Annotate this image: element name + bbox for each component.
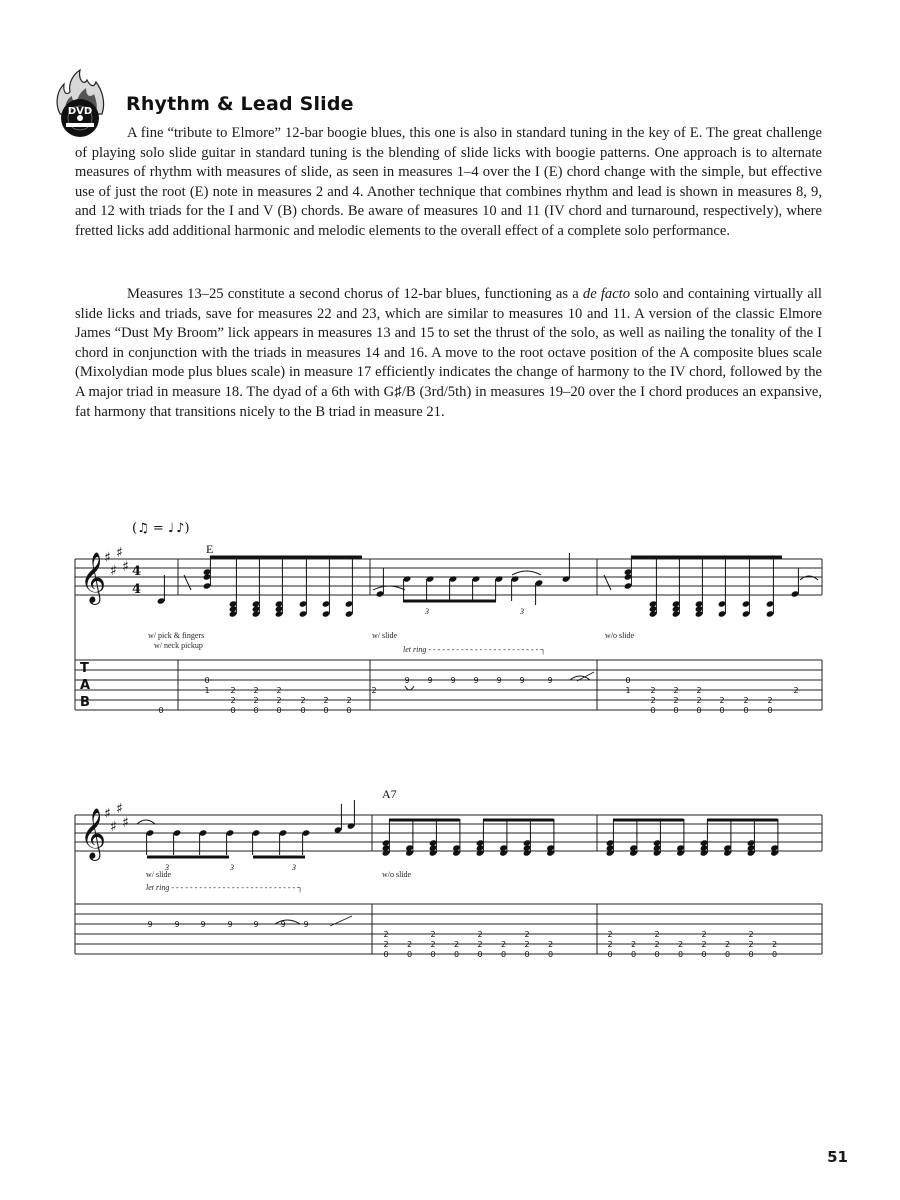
dvd-label: DVD [67, 106, 93, 117]
tab-number: 9 [253, 920, 259, 929]
tab-number: 0 [625, 676, 631, 685]
tab-number: 0 [453, 950, 460, 959]
tab-number: 0 [406, 950, 413, 959]
tab-number: 9 [147, 920, 153, 929]
slur [512, 571, 541, 575]
tab-number: 2 [696, 686, 702, 695]
tab-number: 2 [524, 940, 530, 949]
time-signature [132, 564, 141, 597]
tab-number: 9 [473, 676, 479, 685]
tab-number: 2 [724, 940, 731, 949]
svg-text:♯: ♯ [110, 819, 117, 835]
tab-number: 2 [748, 930, 754, 939]
tab-number: 0 [743, 706, 749, 715]
annotation-wo-slide: w/o slide [605, 631, 635, 640]
triplet-mark: 3 [165, 863, 169, 872]
tab-number: 1 [625, 686, 631, 695]
tab-number: 2 [346, 696, 352, 705]
tab-number: 2 [630, 940, 637, 949]
tab-number: 9 [227, 920, 233, 929]
svg-text:♯: ♯ [104, 806, 111, 822]
svg-text:T: T [80, 661, 89, 676]
tab-number: 9 [404, 676, 410, 685]
tab-number: 2 [253, 696, 259, 705]
system2-key-signature [104, 801, 129, 835]
tab-number: 2 [230, 686, 236, 695]
tab-number: 2 [607, 930, 613, 939]
system2-treble-clef: 𝄞 [80, 808, 107, 859]
swing-indication: (♫ = ♩ ♪) [132, 521, 190, 536]
tab-number: 0 [654, 950, 660, 959]
tab-number: 2 [383, 940, 389, 949]
triplet-mark: 3 [230, 863, 234, 872]
tab-number: 9 [280, 920, 286, 929]
tab-number: 2 [323, 696, 329, 705]
paragraph-run: de facto [582, 286, 631, 302]
tab-number: 0 [430, 950, 436, 959]
tab-number: 0 [724, 950, 731, 959]
tab-number: 9 [547, 676, 553, 685]
paragraph-run: solo and containing virtually all slide licks and triads, save for measures 22 and 23, which are similar to measures 10 and 11. A version of the classic Elmore James “Dust My Broom” lick appears in measures 13 and 15 to set the thrust of the solo, as well as nailing the tonality of the I chord in conjunction with the triads in measures 14 and 16. A move to the root octave position of the A composite blues scale (Mixolydian mode plus blues scale) in measure 17 efficiently indicates the change of harmony to the IV chord, followed by the A major triad in measure 18. The dyad of a 6th with G♯/B (3rd/5th) in measures 19–20 over the I chord produces an expansive, fat harmony that transitions nicely to the B triad in measure 21. [75, 286, 822, 420]
tab-number: 2 [767, 696, 773, 705]
tab-number: 2 [276, 686, 282, 695]
tab-number: 0 [673, 706, 679, 715]
tab-number: 0 [253, 706, 259, 715]
svg-text:4: 4 [132, 564, 142, 579]
tab-number: 2 [500, 940, 507, 949]
tab-number: 9 [519, 676, 525, 685]
tab-number: 2 [430, 930, 436, 939]
triplet-mark: 3 [292, 863, 296, 872]
chord-symbol-e: E [206, 542, 214, 556]
chord-symbol-a7: A7 [382, 787, 397, 801]
system1-treble-clef: 𝄞 [80, 552, 107, 603]
paragraph-run: A fine “tribute to Elmore” 12-bar boogie blues, this one is also in standard tuning in the key of E. The great challenge of playing solo slide guitar in standard tuning is the blending of slide licks with boogie patterns. One approach is to alternate measures of rhythm with measures of slide, as seen in measures 1–4 over the I (E) chord change with the simple, but effective use of just the root (E) note in measures 2 and 4. Another technique that combines rhythm and lead is shown in measures 8, 9, and 12 with triads for the I and V (B) chords. Be aware of measures 10 and 11 (IV chord and turnaround, respectively), where fretted licks add additional harmonic and melodic elements to the overall effect of a complete solo performance. [75, 125, 822, 239]
system2-tab-staff [75, 904, 822, 954]
tab-number: 0 [677, 950, 684, 959]
tab-number: 0 [158, 706, 164, 715]
tab-number: 0 [477, 950, 483, 959]
tab-number: 9 [303, 920, 309, 929]
tab-number: 0 [300, 706, 306, 715]
slur [275, 920, 300, 924]
tab-number: 0 [607, 950, 613, 959]
tab-number: 9 [174, 920, 180, 929]
tab-number: 2 [253, 686, 259, 695]
tab-number: 0 [748, 950, 754, 959]
tab-number: 0 [767, 706, 773, 715]
tab-number: 9 [200, 920, 206, 929]
tab-number: 0 [701, 950, 707, 959]
tab-number: 2 [771, 940, 778, 949]
tab-number: 2 [300, 696, 306, 705]
system1-staff [75, 559, 822, 595]
tab-number: 2 [607, 940, 613, 949]
tab-number: 9 [496, 676, 502, 685]
page-number: 51 [827, 1148, 848, 1166]
tab-number: 2 [650, 686, 656, 695]
tab-number: 2 [477, 940, 483, 949]
tab-number: 0 [346, 706, 352, 715]
tab-number: 2 [547, 940, 554, 949]
svg-text:4: 4 [132, 582, 142, 597]
tab-number: 2 [383, 930, 389, 939]
tab-number: 2 [230, 696, 236, 705]
section-title: Rhythm & Lead Slide [126, 93, 354, 115]
tab-number: 2 [701, 930, 707, 939]
system1-tab-staff [75, 660, 822, 710]
tab-number: 0 [323, 706, 329, 715]
triplet-mark: 3 [425, 607, 429, 616]
system1-tab-clef [80, 661, 90, 710]
tab-number: 2 [524, 930, 530, 939]
tab-number: 2 [677, 940, 684, 949]
tab-number: 2 [650, 696, 656, 705]
tab-number: 9 [450, 676, 456, 685]
tab-number: 2 [654, 930, 660, 939]
annotation-w-slide: w/ slide [372, 631, 398, 640]
tab-number: 2 [406, 940, 413, 949]
svg-text:♯: ♯ [122, 559, 129, 575]
tab-number: 2 [696, 696, 702, 705]
svg-text:♯: ♯ [122, 815, 129, 831]
svg-text:♯: ♯ [116, 545, 123, 561]
tab-number: 0 [383, 950, 389, 959]
tab-number: 9 [427, 676, 433, 685]
tab-number: 0 [276, 706, 282, 715]
tab-number: 0 [500, 950, 507, 959]
annotation-let-ring-2: let ring - - - - - - - - - - - - - - - - - - - - - - - - - - - ┐ [146, 883, 303, 892]
annotation-let-ring: let ring - - - - - - - - - - - - - - - - - - - - - - - - ┐ [403, 645, 546, 654]
annotation-neck-pickup: w/ neck pickup [154, 641, 203, 650]
tab-number: 0 [650, 706, 656, 715]
svg-text:A: A [80, 678, 91, 693]
tab-number: 2 [371, 686, 377, 695]
paragraph-run: Measures 13–25 constitute a second chorus of 12-bar blues, functioning as a [127, 286, 583, 302]
tab-number: 0 [524, 950, 530, 959]
tab-number: 2 [748, 940, 754, 949]
tab-number: 2 [793, 686, 799, 695]
annotation-w-slide-2: w/ slide [146, 870, 172, 879]
svg-text:♯: ♯ [110, 563, 117, 579]
tab-number: 2 [743, 696, 749, 705]
tab-number: 2 [701, 940, 707, 949]
tab-number: 1 [204, 686, 210, 695]
tab-number: 2 [430, 940, 436, 949]
tab-number: 0 [719, 706, 725, 715]
tab-number: 2 [276, 696, 282, 705]
triplet-mark: 3 [520, 607, 524, 616]
tab-number: 0 [547, 950, 554, 959]
slur [137, 820, 155, 824]
tab-number: 2 [673, 696, 679, 705]
tab-number: 0 [204, 676, 210, 685]
tab-number: 2 [673, 686, 679, 695]
tab-number: 0 [771, 950, 778, 959]
slur [405, 686, 414, 690]
tab-number: 2 [654, 940, 660, 949]
tab-number: 0 [696, 706, 702, 715]
tab-number: 0 [630, 950, 637, 959]
tab-number: 2 [453, 940, 460, 949]
svg-text:♯: ♯ [104, 550, 111, 566]
slur [373, 586, 405, 590]
tab-number: 2 [719, 696, 725, 705]
tab-number: 2 [477, 930, 483, 939]
annotation-wo-slide-2: w/o slide [382, 870, 412, 879]
tab-number: 0 [230, 706, 236, 715]
svg-text:♯: ♯ [116, 801, 123, 817]
annotation-pick-fingers: w/ pick & fingers [148, 631, 205, 640]
system1-key-signature [104, 545, 129, 579]
svg-text:B: B [80, 695, 90, 710]
